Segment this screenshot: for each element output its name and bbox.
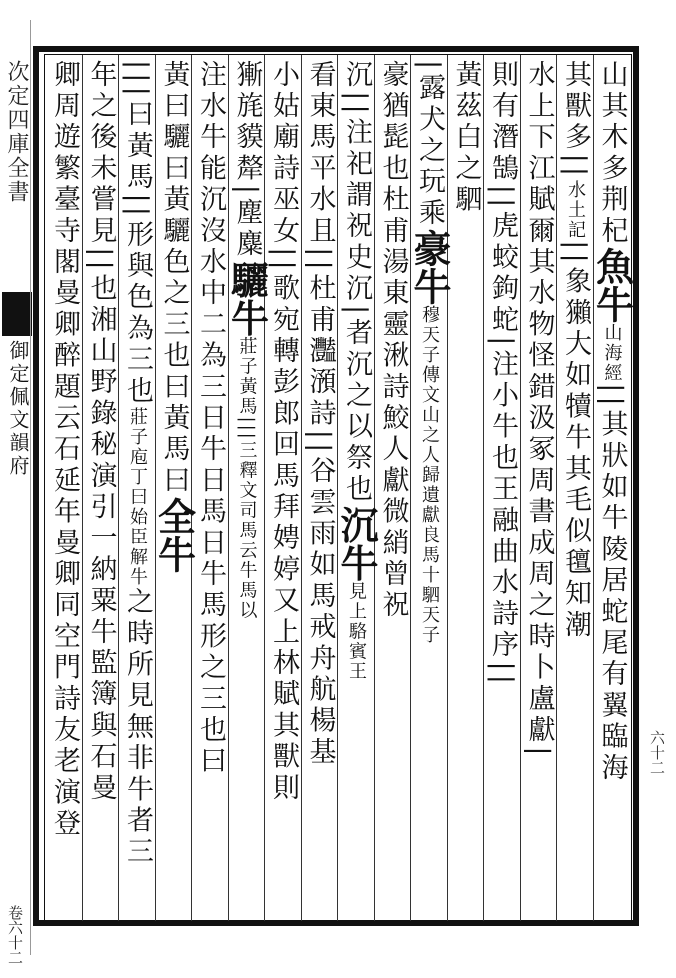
column-text: 其獸多|| [560, 60, 591, 181]
left-margin [0, 0, 30, 978]
book-title: 御定佩文韻府 [6, 340, 30, 478]
headword: 豪牛 [407, 229, 452, 306]
column-text: 年之後未嘗見||也湘山野錄秘演引一納粟牛監簿與石曼 [85, 60, 117, 805]
column-text: 注水牛能沉沒水中 [195, 60, 226, 310]
annotation-text: 水土記 [565, 180, 586, 241]
column-text-continued: 之時所見無非牛者三 [122, 587, 153, 869]
fish-tail-mark [2, 292, 32, 336]
headword: 魚牛 [589, 247, 635, 324]
page-number: 六十二 [648, 730, 666, 775]
annotation-text: 莊子黃馬|||三釋文司馬云牛馬以 [236, 336, 258, 621]
column-text: 沉||注祀謂祝史沉|者沉之以祭也 [341, 60, 372, 506]
annotation-text: 莊子庖丁曰始臣解牛 [127, 407, 148, 588]
column-text: 則有潛鵠||虎蛟鉤蛇 [487, 60, 518, 337]
annotation-text: 山海經 [601, 323, 623, 384]
fold-line [30, 20, 31, 955]
annotation-text: 穆天子傳文山之人歸遺獻良馬十駟天子 [419, 305, 440, 646]
margin-page-number: 卷六十二 [6, 905, 24, 965]
column-text: 山其木多荆杞 [596, 60, 628, 248]
margin-header-text: 次定四庫全書 [4, 60, 29, 204]
column-text-continued: |注小牛也王融曲水詩序|| [487, 336, 518, 689]
column-text: |露犬之玩乘 [414, 60, 445, 230]
column-text: 看東馬平水且||杜甫灩澦詩||谷雲雨如馬戒舟航楊基 [304, 60, 336, 769]
headword: 驪牛 [224, 260, 270, 337]
headword: 全牛 [151, 496, 197, 573]
column-text: 黃茲白之駟 [450, 60, 482, 216]
column-text: 豪猶髭也杜甫湯東靈湫詩鮫人獻微綃曾祝 [377, 60, 409, 622]
column-text-continued: 汲冢周書成周之時卜盧獻| [523, 403, 555, 760]
column-text: 黃曰驪曰黃驪色之三也曰黃馬曰 [158, 60, 190, 497]
annotation-text: 見上駱賓王 [346, 581, 367, 682]
column-text: 獑旄貘犛|塵麋 [231, 60, 263, 261]
column-text: 水上下江賦爾其水物怪錯 [523, 60, 555, 404]
column-text: 小姑廟詩巫女||歌宛轉彭郎回馬拜娉婷又上林賦其獸則 [268, 60, 299, 805]
headword: 沉牛 [334, 505, 379, 582]
column-text-continued: 二為三日牛日馬日牛馬形之三也曰 [195, 309, 226, 778]
column-text-continued: ||象獺大如犢牛其毛似氊知潮 [560, 240, 591, 642]
column-text: |||曰黃馬||形與色為三也 [122, 60, 153, 408]
column-text: 卿周遊繁臺寺閣曼卿醉題云石延年曼卿同空門詩友老演登 [49, 60, 80, 840]
column-text-continued: ||其狀如牛陵居蛇尾有翼臨海 [596, 383, 628, 785]
text-column [40, 60, 88, 920]
